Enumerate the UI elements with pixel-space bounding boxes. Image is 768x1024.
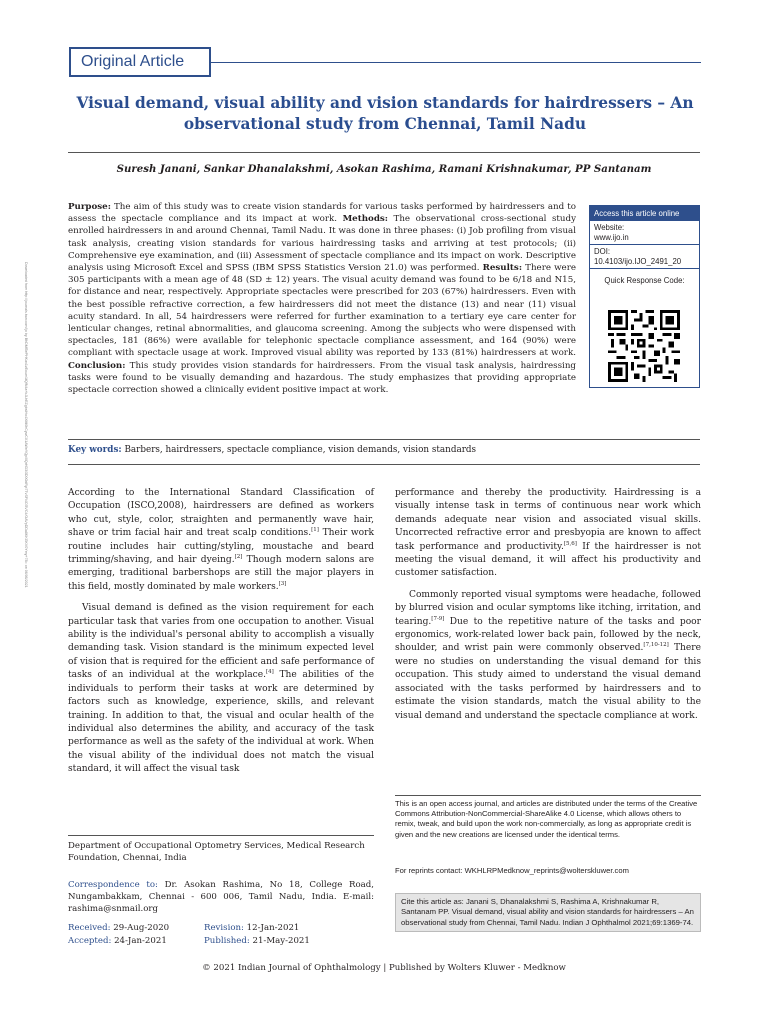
published-label: Published: — [204, 936, 250, 946]
conclusion-text: This study provides vision standards for hairdressers. From the visual task analysis, hairdressing tasks were found to be visually demanding and hazardous. The study emphasizes that providing appropriate spectacle correction showed a clinically evident positive impact at work. — [68, 360, 576, 396]
keywords — [68, 445, 700, 455]
paragraph-text: The abilities of the individuals to perform their tasks at work are determined by factors such as knowledge, experience, skills, and relevant training. In addition to that, the visual and ocular health of the individual also determines the ability, and accuracy of the task performance as well as the safety of the individual at work. When the visual ability of the individual does not match the visual standard, it will affect the visual task — [68, 670, 374, 775]
article-title: Visual demand, visual ability and vision standards for hairdressers – An observational study from Chennai, Tamil Nadu — [76, 94, 694, 133]
keywords-text: Barbers, hairdressers, spectacle compliance, vision demands, vision standards — [121, 445, 477, 455]
citation-ref[interactable]: [3] — [278, 580, 287, 587]
author-list: Suresh Janani, Sankar Dhanalakshmi, Asokan Rashima, Ramani Krishnakumar, PP Santanam — [116, 163, 652, 175]
page-footer: © 2021 Indian Journal of Ophthalmology | Published by Wolters Kluwer - Medknow — [202, 963, 566, 973]
correspondence — [68, 879, 374, 916]
citation-ref[interactable]: [1] — [311, 527, 319, 534]
paragraph — [68, 487, 374, 594]
doi-label: DOI: — [594, 247, 611, 256]
divider — [68, 439, 700, 440]
paragraph-text: performance and thereby the productivity. Hairdressing is a visually intense task in terms of continuous near work which demands adequate near vision and associated visual skills. Uncorrected refractive error and presbyopia are known to affect task performance and productivity. — [395, 488, 701, 552]
body-column-left — [68, 487, 374, 777]
citation-ref[interactable]: [2] — [234, 554, 243, 560]
paragraph — [395, 487, 701, 581]
open-access-notice: This is an open access journal, and articles are distributed under the terms of the Creative Commons Attribution-NonCommercial-ShareAlike 4.0 License, which allows others to remix, tweak, and build upon the work non-commercially, as long as appropriate credit is given and the new creations are licensed under the identical terms. — [395, 799, 698, 839]
paragraph-text: Commonly reported visual symptoms were headache, followed by blurred vision and ocular symptoms like itching, irritation, and tearing. — [395, 589, 701, 627]
paragraph-text: If the hairdresser is not meeting the visual demand, it will affect his productivity and customer satisfaction. — [395, 541, 701, 579]
correspondence-text: Dr. Asokan Rashima, No 18, College Road, Nungambakkam, Chennai - 600 006, Tamil Nadu, India. E-mail: rashima@snmail.org — [68, 880, 374, 915]
purpose-label: Purpose: — [68, 202, 111, 212]
paragraph-text: According to the International Standard Classification of Occupation (ISCO,2008), hairdressers are defined as workers who cut, style, color, straighten and permanently wave hair, shave or trim facial hair and treat scalp conditions. — [68, 488, 374, 539]
citation-ref[interactable]: [7-9] — [431, 615, 445, 622]
abstract — [68, 201, 576, 396]
paragraph — [395, 589, 701, 723]
body-column-right — [395, 487, 701, 723]
accepted-date: 24-Jan-2021 — [111, 936, 167, 946]
affiliation: Department of Occupational Optometry Services, Medical Research Foundation, Chennai, India — [68, 841, 365, 864]
access-online-box — [589, 205, 700, 388]
methods-text: The observational cross-sectional study enrolled hairdressers in and around Chennai, Tamil Nadu. It was done in three phases: (i) Job profiling from visual task analysis, creating vision standards for various hairdressing tasks and arriving at test protocols; (ii) Comprehensive eye examination, and (iii) Assessment of spectacle compliance and its impact on work. Descriptive analysis using Microsoft Excel and SPSS (IBM SPSS Statistics Version 21.0) was performed. — [68, 214, 576, 274]
conclusion-label: Conclusion: — [68, 360, 126, 371]
qr-code-icon[interactable] — [608, 310, 680, 382]
header-rule — [211, 62, 701, 63]
methods-label: Methods: — [342, 214, 389, 225]
paragraph-text: Visual demand is defined as the vision requirement for each particular task that varies from one occupation to another. Visual ability is the individual's personal ability to accomplish a visually demanding task. Vision standard is the minimum expected level of vision that is required for the efficient and safe performance of tasks of an individual at the workplace. — [68, 603, 374, 681]
qr-label: Quick Response Code: — [604, 276, 685, 285]
results-label: Results: — [482, 263, 523, 274]
keywords-label: Key words: — [68, 445, 122, 455]
published-date: 21-May-2021 — [249, 936, 310, 946]
website-link[interactable]: www.ijo.in — [594, 232, 629, 242]
article-dates — [68, 922, 374, 948]
website-label: Website: — [594, 223, 625, 232]
purpose-text: The aim of this study was to create vision standards for various tasks performed by hairdressers and to assess the spectacle compliance and its impact at work. — [68, 202, 576, 225]
doi-link[interactable]: 10.4103/ijo.IJO_2491_20 — [594, 256, 682, 266]
paragraph-text: Though modern salons are emerging, traditional barbershops are still the major players in this field, mostly dominated by male workers. — [68, 555, 374, 592]
reprints-contact: For reprints contact: WKHLRPMedknow_reprints@wolterskluwer.com — [395, 866, 629, 875]
correspondence-label: Correspondence to: — [68, 880, 158, 890]
divider — [68, 152, 700, 153]
divider — [68, 464, 700, 465]
accepted-label: Accepted: — [68, 936, 112, 946]
received-date: 29-Aug-2020 — [110, 923, 170, 933]
citation-ref[interactable]: [4] — [266, 669, 274, 676]
paragraph-text: Due to the repetitive nature of the tasks and poor ergonomics, work-related lower back pain, followed by the neck, shoulder, and wrist pain were commonly observed. — [395, 616, 701, 654]
citation-ref[interactable]: [5,6] — [563, 540, 577, 547]
divider — [68, 835, 374, 836]
website-row — [590, 221, 699, 245]
paragraph-text: There were no studies on understanding the visual demand for this occupation. This study aimed to understand the visual demand associated with the tasks performed by hairdressers and to estimate the vision standards, match the visual ability to the visual demand and understand the spectacle compliance at work. — [395, 643, 701, 721]
received-label: Received: — [68, 923, 111, 933]
doi-row — [590, 245, 699, 269]
citation-box: Cite this article as: Janani S, Dhanalakshmi S, Rashima A, Krishnakumar R, Santanam PP. Visual demand, visual ability and vision standards for hairdressers – An observational study from Chennai, Tamil Nadu. Indian J Ophthalmol 2021;69:1369-74. — [395, 893, 701, 932]
results-text: There were 305 participants with a mean age of 48 (SD ± 12) years. The visual acuity demand was found to be 6/18 and N15, for distance and near, respectively. Appropriate spectacles were prescribed for 203 (67%) hairdressers. Even with the best possible refractive correction, a few hairdressers did not meet the distance (13) and near (11) visual acuity standard. In all, 54 hairdressers were referred for further examination to a tertiary eye care center for lenticular changes, retinal abnormalities, and glaucoma screening. Among the subjects who were dispensed with spectacles, 181 (86%) were available for telephonic spectacle compliance assessment, and 164 (90%) were compliant with spectacle usage at work. Improved visual ability was reported by 133 (81%) hairdressers at work. — [68, 263, 576, 359]
citation-ref[interactable]: [7,10-12] — [643, 642, 669, 649]
revision-date: 12-Jan-2021 — [243, 923, 300, 933]
divider — [395, 795, 701, 796]
paragraph-text: Their work routine includes hair cutting/styling, moustache and beard trimming/shaving, and hair dyeing. — [68, 528, 374, 566]
paragraph — [68, 602, 374, 776]
article-type-badge: Original Article — [69, 47, 211, 77]
access-heading: Access this article online — [590, 206, 699, 221]
revision-label: Revision: — [204, 923, 244, 933]
download-watermark: Downloaded from http://journals.lww.com/ijo by BhDMf5ePHKav1zEoum1tQfN4a+kJLhEZgbsIHo4XMi0hCywCX1AWnYQp/IlQrHD3i3D0OdRyi7TvSFl4Cf3VC4/OAVpDDa8KKGKV0Ymy+78= on 06/06/2021 — [24, 262, 28, 588]
